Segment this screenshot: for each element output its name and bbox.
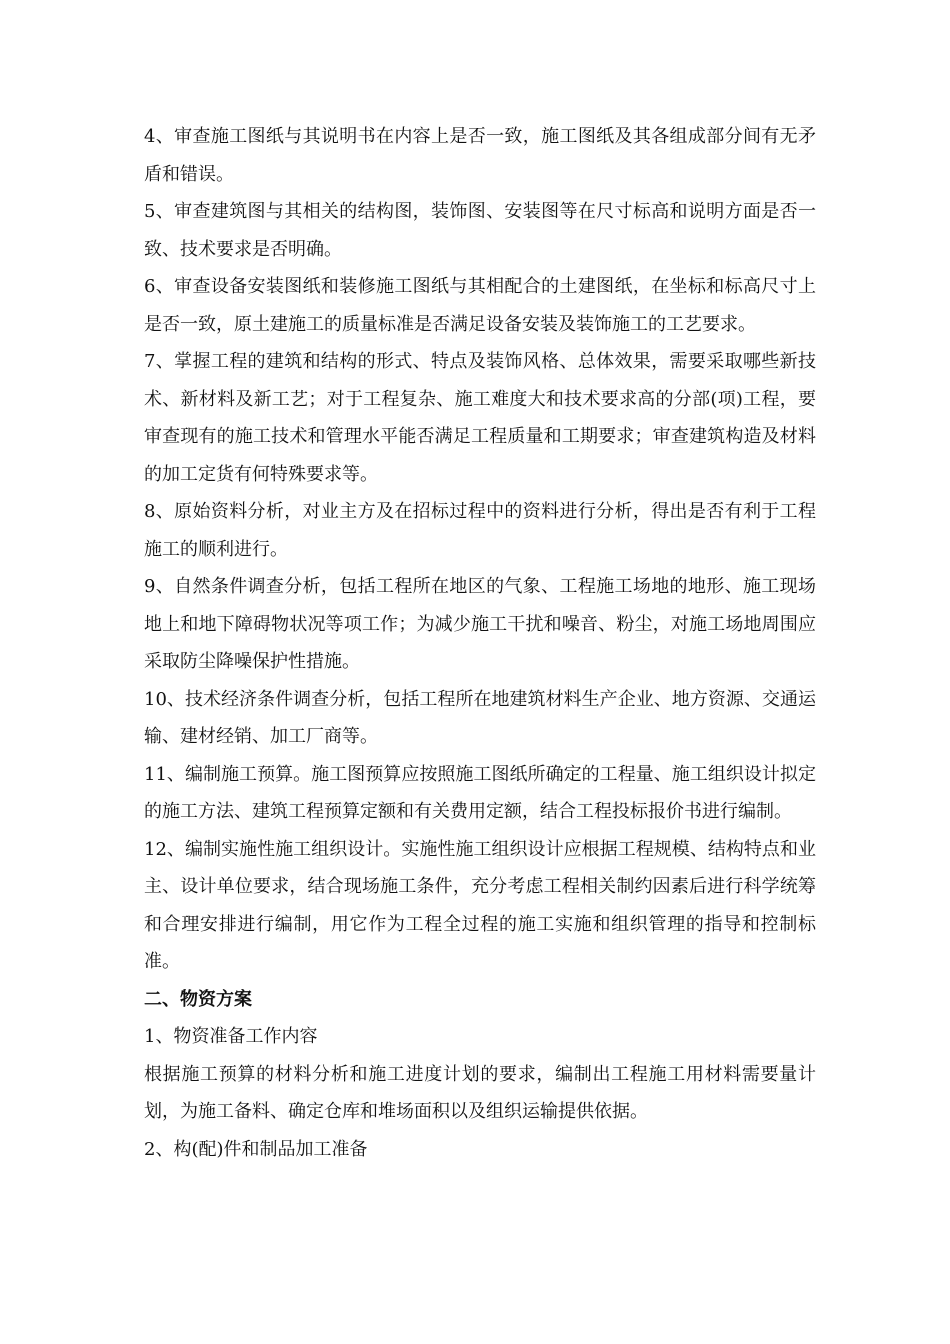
subsection-title-2: 2、构(配)件和制品加工准备: [144, 1138, 368, 1160]
document-body: [144, 118, 816, 1168]
paragraph-item-11: 11、编制施工预算。施工图预算应按照施工图纸所确定的工程量、施工组织设计拟定的施工方法、建筑工程预算定额和有关费用定额，结合工程投标报价书进行编制。: [144, 763, 816, 822]
paragraph-item-9: 9、自然条件调查分析，包括工程所在地区的气象、工程施工场地的地形、施工现场地上和地下障碍物状况等项工作；为减少施工干扰和噪音、粉尘，对施工场地周围应采取防尘降噪保护性措施。: [144, 576, 816, 672]
subsection-body-1: 根据施工预算的材料分析和施工进度计划的要求，编制出工程施工用材料需要量计划，为施工备料、确定仓库和堆场面积以及组织运输提供依据。: [144, 1063, 816, 1122]
paragraph-item-7: 7、掌握工程的建筑和结构的形式、特点及装饰风格、总体效果，需要采取哪些新技术、新材料及新工艺；对于工程复杂、施工难度大和技术要求高的分部(项)工程，要审查现有的施工技术和管理水平能否满足工程质量和工期要求；审查建筑构造及材料的加工定货有何特殊要求等。: [144, 351, 816, 485]
paragraph-item-8: 8、原始资料分析，对业主方及在招标过程中的资料进行分析，得出是否有利于工程施工的顺利进行。: [144, 501, 816, 560]
subsection-title-1: 1、物资准备工作内容: [144, 1026, 318, 1047]
section-heading-materials: 二、物资方案: [144, 988, 252, 1010]
paragraph-item-4: 4、审查施工图纸与其说明书在内容上是否一致，施工图纸及其各组成部分间有无矛盾和错误。: [144, 126, 816, 185]
paragraph-item-10: 10、技术经济条件调查分析，包括工程所在地建筑材料生产企业、地方资源、交通运输、建材经销、加工厂商等。: [144, 688, 816, 747]
paragraph-item-6: 6、审查设备安装图纸和装修施工图纸与其相配合的土建图纸，在坐标和标高尺寸上是否一致，原土建施工的质量标准是否满足设备安装及装饰施工的工艺要求。: [144, 276, 816, 335]
paragraph-item-12: 12、编制实施性施工组织设计。实施性施工组织设计应根据工程规模、结构特点和业主、设计单位要求，结合现场施工条件，充分考虑工程相关制约因素后进行科学统筹和合理安排进行编制，用它作为工程全过程的施工实施和组织管理的指导和控制标准。: [144, 838, 816, 972]
paragraph-item-5: 5、审查建筑图与其相关的结构图，装饰图、安装图等在尺寸标高和说明方面是否一致、技术要求是否明确。: [144, 201, 816, 260]
